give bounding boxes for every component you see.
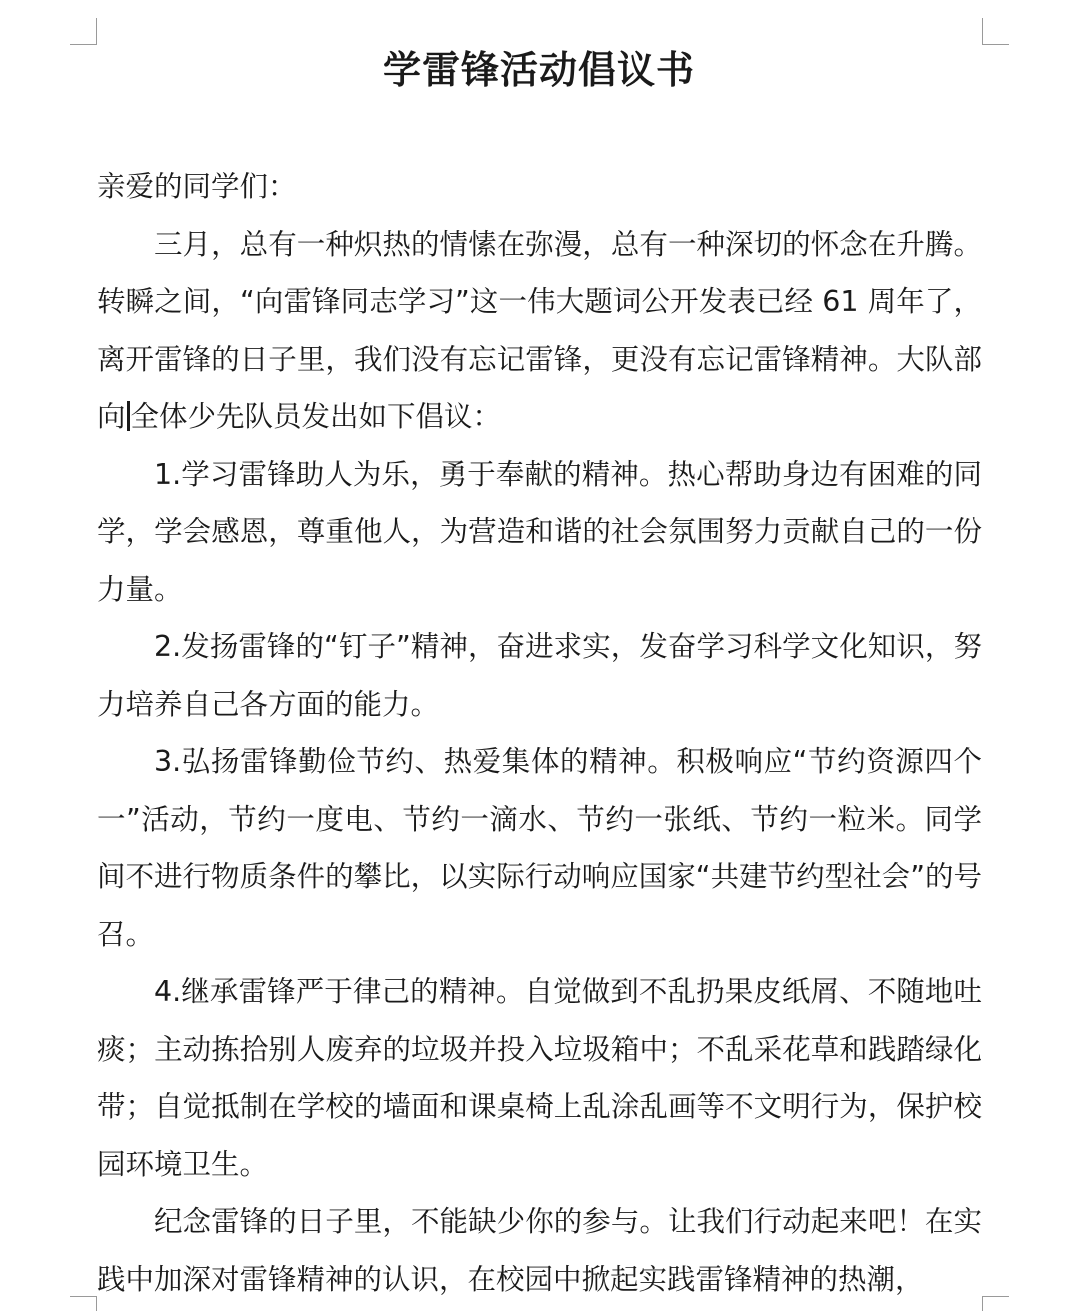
closing-paragraph: 纪念雷锋的日子里，不能缺少你的参与。让我们行动起来吧！在实践中加深对雷锋精神的认识，在校园中掀起实践雷锋精神的热潮， (97, 1205, 982, 1296)
crop-mark-bottom-right (982, 1296, 1009, 1311)
proposal-item-4: 4.继承雷锋严于律己的精神。自觉做到不乱扔果皮纸屑、不随地吐痰；主动拣拾别人废弃的垃圾并投入垃圾箱中；不乱采花草和践踏绿化带；自觉抵制在学校的墙面和课桌椅上乱涂乱画等不文明行为，保护校园环境卫生。 (97, 975, 982, 1181)
document-body[interactable] (97, 158, 982, 1308)
document-title: 学雷锋活动倡议书 (382, 48, 695, 92)
intro-text-before-cursor: 三月，总有一种炽热的情愫在弥漫，总有一种深切的怀念在升腾。转瞬之间，“向雷锋同志学习”这一伟大题词公开发表已经 61 周年了，离开雷锋的日子里，我们没有忘记雷锋，更没有忘记雷锋精神。大队部向 (97, 227, 982, 433)
text-cursor (127, 401, 130, 431)
intro-paragraph[interactable] (97, 216, 982, 446)
proposal-item-1: 1.学习雷锋助人为乐，勇于奉献的精神。热心帮助身边有困难的同学，学会感恩，尊重他人，为营造和谐的社会氛围努力贡献自己的一份力量。 (97, 457, 982, 606)
crop-mark-top-left (70, 18, 97, 45)
greeting: 亲爱的同学们： (97, 170, 297, 203)
proposal-item-2: 2.发扬雷锋的“钉子”精神，奋进求实，发奋学习科学文化知识，努力培养自己各方面的能力。 (97, 630, 982, 721)
proposal-item-3: 3.弘扬雷锋勤俭节约、热爱集体的精神。积极响应“节约资源四个一”活动，节约一度电、节约一滴水、节约一张纸、节约一粒米。同学间不进行物质条件的攀比，以实际行动响应国家“共建节约型社会”的号召。 (97, 745, 982, 951)
crop-mark-top-right (982, 18, 1009, 45)
intro-text-after-cursor: 全体少先队员发出如下倡议： (130, 400, 502, 433)
crop-mark-bottom-left (70, 1296, 97, 1311)
